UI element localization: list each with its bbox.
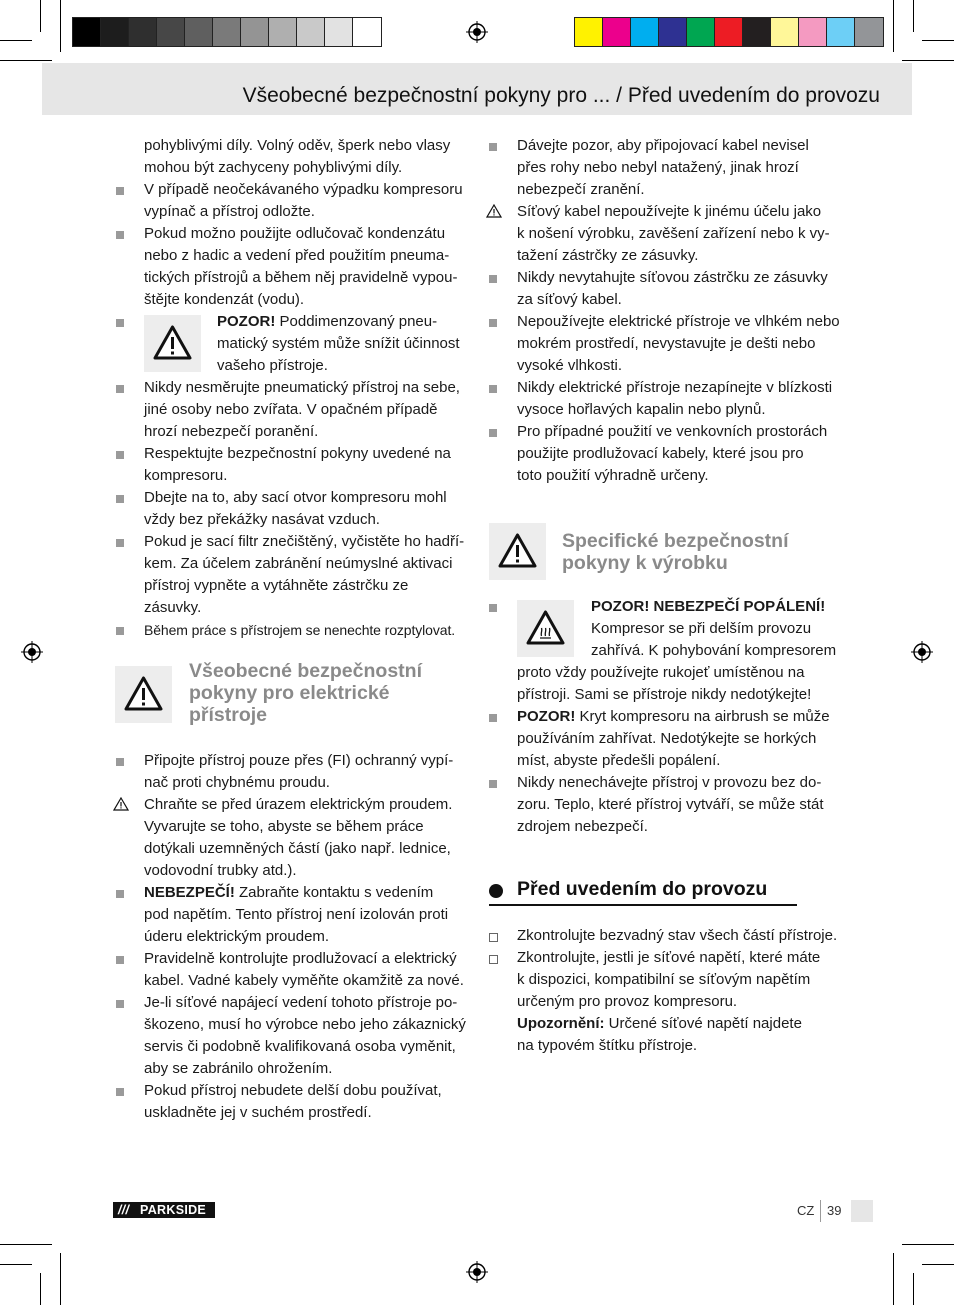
crop-mark bbox=[60, 1253, 61, 1305]
square-bullet-icon bbox=[489, 143, 497, 151]
right-column-specific bbox=[489, 706, 849, 838]
color-swatch bbox=[213, 18, 241, 46]
square-bullet-icon bbox=[489, 275, 497, 283]
checklist-item: Zkontrolujte, jestli je síťové napětí, které máte k dispozici, kompatibilní se síťovým napětím určeným pro provoz kompresoru. Upozornění: Určené síťové napětí najdete na typovém štítku přístroje. bbox=[489, 947, 849, 1057]
checkbox-icon bbox=[489, 933, 498, 942]
color-swatch bbox=[129, 18, 157, 46]
crop-mark bbox=[0, 1244, 52, 1245]
list-item: Pokud je sací filtr znečištěný, vyčistěte ho hadří- kem. Za účelem zabránění neúmyslné aktivaci přístroj vypněte a vytáhněte zástrčku ze zásuvky. bbox=[116, 531, 468, 619]
color-swatch bbox=[353, 18, 381, 46]
color-swatch bbox=[325, 18, 353, 46]
square-bullet-icon bbox=[116, 495, 124, 503]
square-bullet-icon bbox=[116, 319, 124, 327]
square-bullet-icon bbox=[116, 385, 124, 393]
list-item: Pro případné použití ve venkovních prostorách použijte prodlužovací kabely, které jsou pro toto použití výhradně určeny. bbox=[489, 421, 849, 487]
color-swatch bbox=[659, 18, 687, 46]
crop-mark bbox=[902, 60, 954, 61]
list-item: V případě neočekávaného výpadku kompresoru vypínač a přístroj odložte. bbox=[116, 179, 468, 223]
crop-mark bbox=[0, 40, 32, 41]
color-swatch bbox=[855, 18, 883, 46]
checkbox-icon bbox=[489, 955, 498, 964]
section-warning-box bbox=[115, 666, 172, 723]
color-swatch bbox=[101, 18, 129, 46]
process-color-bar bbox=[574, 17, 884, 47]
crop-mark bbox=[913, 1273, 914, 1305]
warning-triangle-icon bbox=[497, 532, 538, 569]
color-swatch bbox=[715, 18, 743, 46]
square-bullet-icon bbox=[116, 758, 124, 766]
warning-list-item: Chraňte se před úrazem elektrickým proudem. Vyvarujte se toho, abyste se během práce dotýkali uzemněných částí (jako např. lednice, vodovodní trubky atd.). bbox=[116, 794, 468, 882]
square-bullet-icon bbox=[116, 231, 124, 239]
list-item: Nikdy nesměrujte pneumatický přístroj na sebe, jiné osoby nebo zvířata. V opačném případě hrozí nebezpečí poranění. bbox=[116, 377, 468, 443]
square-bullet-icon bbox=[489, 780, 497, 788]
color-swatch bbox=[73, 18, 101, 46]
list-item-continued: pohyblivými díly. Volný oděv, šperk nebo vlasy mohou být zachyceny pohyblivými díly. bbox=[144, 137, 451, 176]
square-bullet-icon bbox=[116, 956, 124, 964]
list-item: Respektujte bezpečnostní pokyny uvedené na kompresoru. bbox=[116, 443, 468, 487]
color-swatch bbox=[771, 18, 799, 46]
crop-mark bbox=[0, 1264, 32, 1265]
list-item: Pravidelně kontrolujte prodlužovací a elektrický kabel. Vadné kabely vyměňte okamžitě za nové. bbox=[116, 948, 468, 992]
warning-box bbox=[144, 315, 201, 372]
checklist-item: Zkontrolujte bezvadný stav všech částí přístroje. bbox=[489, 925, 849, 947]
registration-mark-icon bbox=[466, 1261, 488, 1283]
warning-list-item: Síťový kabel nepoužívejte k jinému účelu jako k nošení výrobku, zavěšení zařízení nebo k vy- tažení zástrčky ze zásuvky. bbox=[489, 201, 849, 267]
crop-mark bbox=[0, 60, 52, 61]
registration-mark-icon bbox=[21, 641, 43, 663]
list-item: Pokud možno použijte odlučovač kondenzátu nebo z hadic a vedení před použitím pneuma- tických přístrojů a během něj pravidelně vypou- štějte kondenzát (vodu). bbox=[116, 223, 468, 311]
crop-mark bbox=[922, 1264, 954, 1265]
heading-underline bbox=[489, 904, 797, 906]
color-swatch bbox=[297, 18, 325, 46]
square-bullet-icon bbox=[116, 627, 124, 635]
list-item: Dávejte pozor, aby připojovací kabel nevisel přes rohy nebo nebyl natažený, jinak hrozí nebezpečí zranění. bbox=[489, 135, 849, 201]
warning-triangle-icon bbox=[486, 204, 502, 218]
grayscale-color-bar bbox=[72, 17, 382, 47]
color-swatch bbox=[269, 18, 297, 46]
list-item: Nikdy nenechávejte přístroj v provozu bez do- zoru. Teplo, které přístroj vytváří, se může stát zdrojem nebezpečí. bbox=[489, 772, 849, 838]
square-bullet-icon bbox=[489, 319, 497, 327]
crop-mark bbox=[893, 0, 894, 52]
registration-mark-icon bbox=[466, 21, 488, 43]
square-bullet-icon bbox=[116, 187, 124, 195]
page-header-title: Všeobecné bezpečnostní pokyny pro ... / Před uvedením do provozu bbox=[242, 84, 880, 107]
color-swatch bbox=[603, 18, 631, 46]
square-bullet-icon bbox=[489, 714, 497, 722]
color-swatch bbox=[241, 18, 269, 46]
list-item: Připojte přístroj pouze přes (FI) ochranný vypí- nač proti chybnému proudu. bbox=[116, 750, 468, 794]
color-swatch bbox=[631, 18, 659, 46]
square-bullet-icon bbox=[116, 1088, 124, 1096]
list-item: Dbejte na to, aby sací otvor kompresoru mohl vždy bez překážky nasávat vzduch. bbox=[116, 487, 468, 531]
crop-mark bbox=[40, 0, 41, 32]
right-column-checklist bbox=[489, 925, 849, 1057]
language-code: CZ bbox=[797, 1203, 815, 1218]
burn-warning-item: POZOR! NEBEZPEČÍ POPÁLENÍ! Kompresor se při delším provozu zahřívá. K pohybování kompresorem proto vždy používejte rukojeť umístěnou na přístroji. Sami se přístroje nikdy nedotýkejte! bbox=[489, 596, 849, 706]
footer-tab-box bbox=[851, 1200, 873, 1222]
section-heading-electrical: Všeobecné bezpečnostní pokyny pro elektrické přístroje bbox=[189, 660, 422, 726]
section-heading-before-use: Před uvedením do provozu bbox=[517, 878, 768, 900]
registration-mark-icon bbox=[911, 641, 933, 663]
color-swatch bbox=[827, 18, 855, 46]
color-swatch bbox=[157, 18, 185, 46]
warning-triangle-icon bbox=[123, 675, 164, 712]
warning-triangle-icon bbox=[113, 797, 129, 811]
hot-surface-icon bbox=[525, 609, 566, 646]
list-item: Nepoužívejte elektrické přístroje ve vlhkém nebo mokrém prostředí, nevystavujte je dešti nebo vysoké vlhkosti. bbox=[489, 311, 849, 377]
warning-triangle-icon bbox=[152, 324, 193, 361]
color-swatch bbox=[799, 18, 827, 46]
list-item: Nikdy nevytahujte síťovou zástrčku ze zásuvky za síťový kabel. bbox=[489, 267, 849, 311]
square-bullet-icon bbox=[116, 539, 124, 547]
parkside-logo: /// PARKSIDE bbox=[113, 1202, 215, 1218]
list-item: Pokud přístroj nebudete delší dobu používat, uskladněte jej v suchém prostředí. bbox=[116, 1080, 468, 1124]
square-bullet-icon bbox=[116, 890, 124, 898]
crop-mark bbox=[60, 0, 61, 52]
left-column bbox=[116, 135, 468, 641]
pozor-warning-item: POZOR! Poddimenzovaný pneu- matický systém může snížit účinnost vašeho přístroje. bbox=[116, 311, 468, 377]
square-bullet-icon bbox=[489, 604, 497, 612]
list-item: Během práce s přístrojem se nenechte rozptylovat. bbox=[116, 619, 468, 641]
page-number: 39 bbox=[827, 1203, 842, 1218]
hot-surface-warning-box bbox=[517, 600, 574, 657]
list-item: POZOR! Kryt kompresoru na airbrush se může používáním zahřívat. Nedotýkejte se horkých míst, abyste předešli popálení. bbox=[489, 706, 849, 772]
crop-mark bbox=[902, 1244, 954, 1245]
list-item: Nikdy elektrické přístroje nezapínejte v blízkosti vysoce hořlavých kapalin nebo plynů. bbox=[489, 377, 849, 421]
color-swatch bbox=[185, 18, 213, 46]
square-bullet-icon bbox=[116, 1000, 124, 1008]
list-item: Je-li síťové napájecí vedení tohoto přístroje po- škozeno, musí ho výrobce nebo jeho zákaznický servis či podobně kvalifikovaná osoba vyměnit, aby se zabránilo ohrožením. bbox=[116, 992, 468, 1080]
section-bullet-dot bbox=[489, 884, 503, 898]
square-bullet-icon bbox=[489, 429, 497, 437]
square-bullet-icon bbox=[116, 451, 124, 459]
square-bullet-icon bbox=[489, 385, 497, 393]
crop-mark bbox=[922, 40, 954, 41]
right-column bbox=[489, 135, 849, 487]
section-warning-box bbox=[489, 523, 546, 580]
section-heading-product-specific: Specifické bezpečnostní pokyny k výrobku bbox=[562, 530, 789, 574]
color-swatch bbox=[575, 18, 603, 46]
list-item: NEBEZPEČÍ! Zabraňte kontaktu s vedením pod napětím. Tento přístroj není izolován proti úderu elektrickým proudem. bbox=[116, 882, 468, 948]
color-swatch bbox=[687, 18, 715, 46]
left-column-electrical bbox=[116, 750, 468, 1124]
color-swatch bbox=[743, 18, 771, 46]
footer-divider bbox=[820, 1200, 821, 1222]
crop-mark bbox=[893, 1253, 894, 1305]
crop-mark bbox=[40, 1273, 41, 1305]
crop-mark bbox=[913, 0, 914, 32]
